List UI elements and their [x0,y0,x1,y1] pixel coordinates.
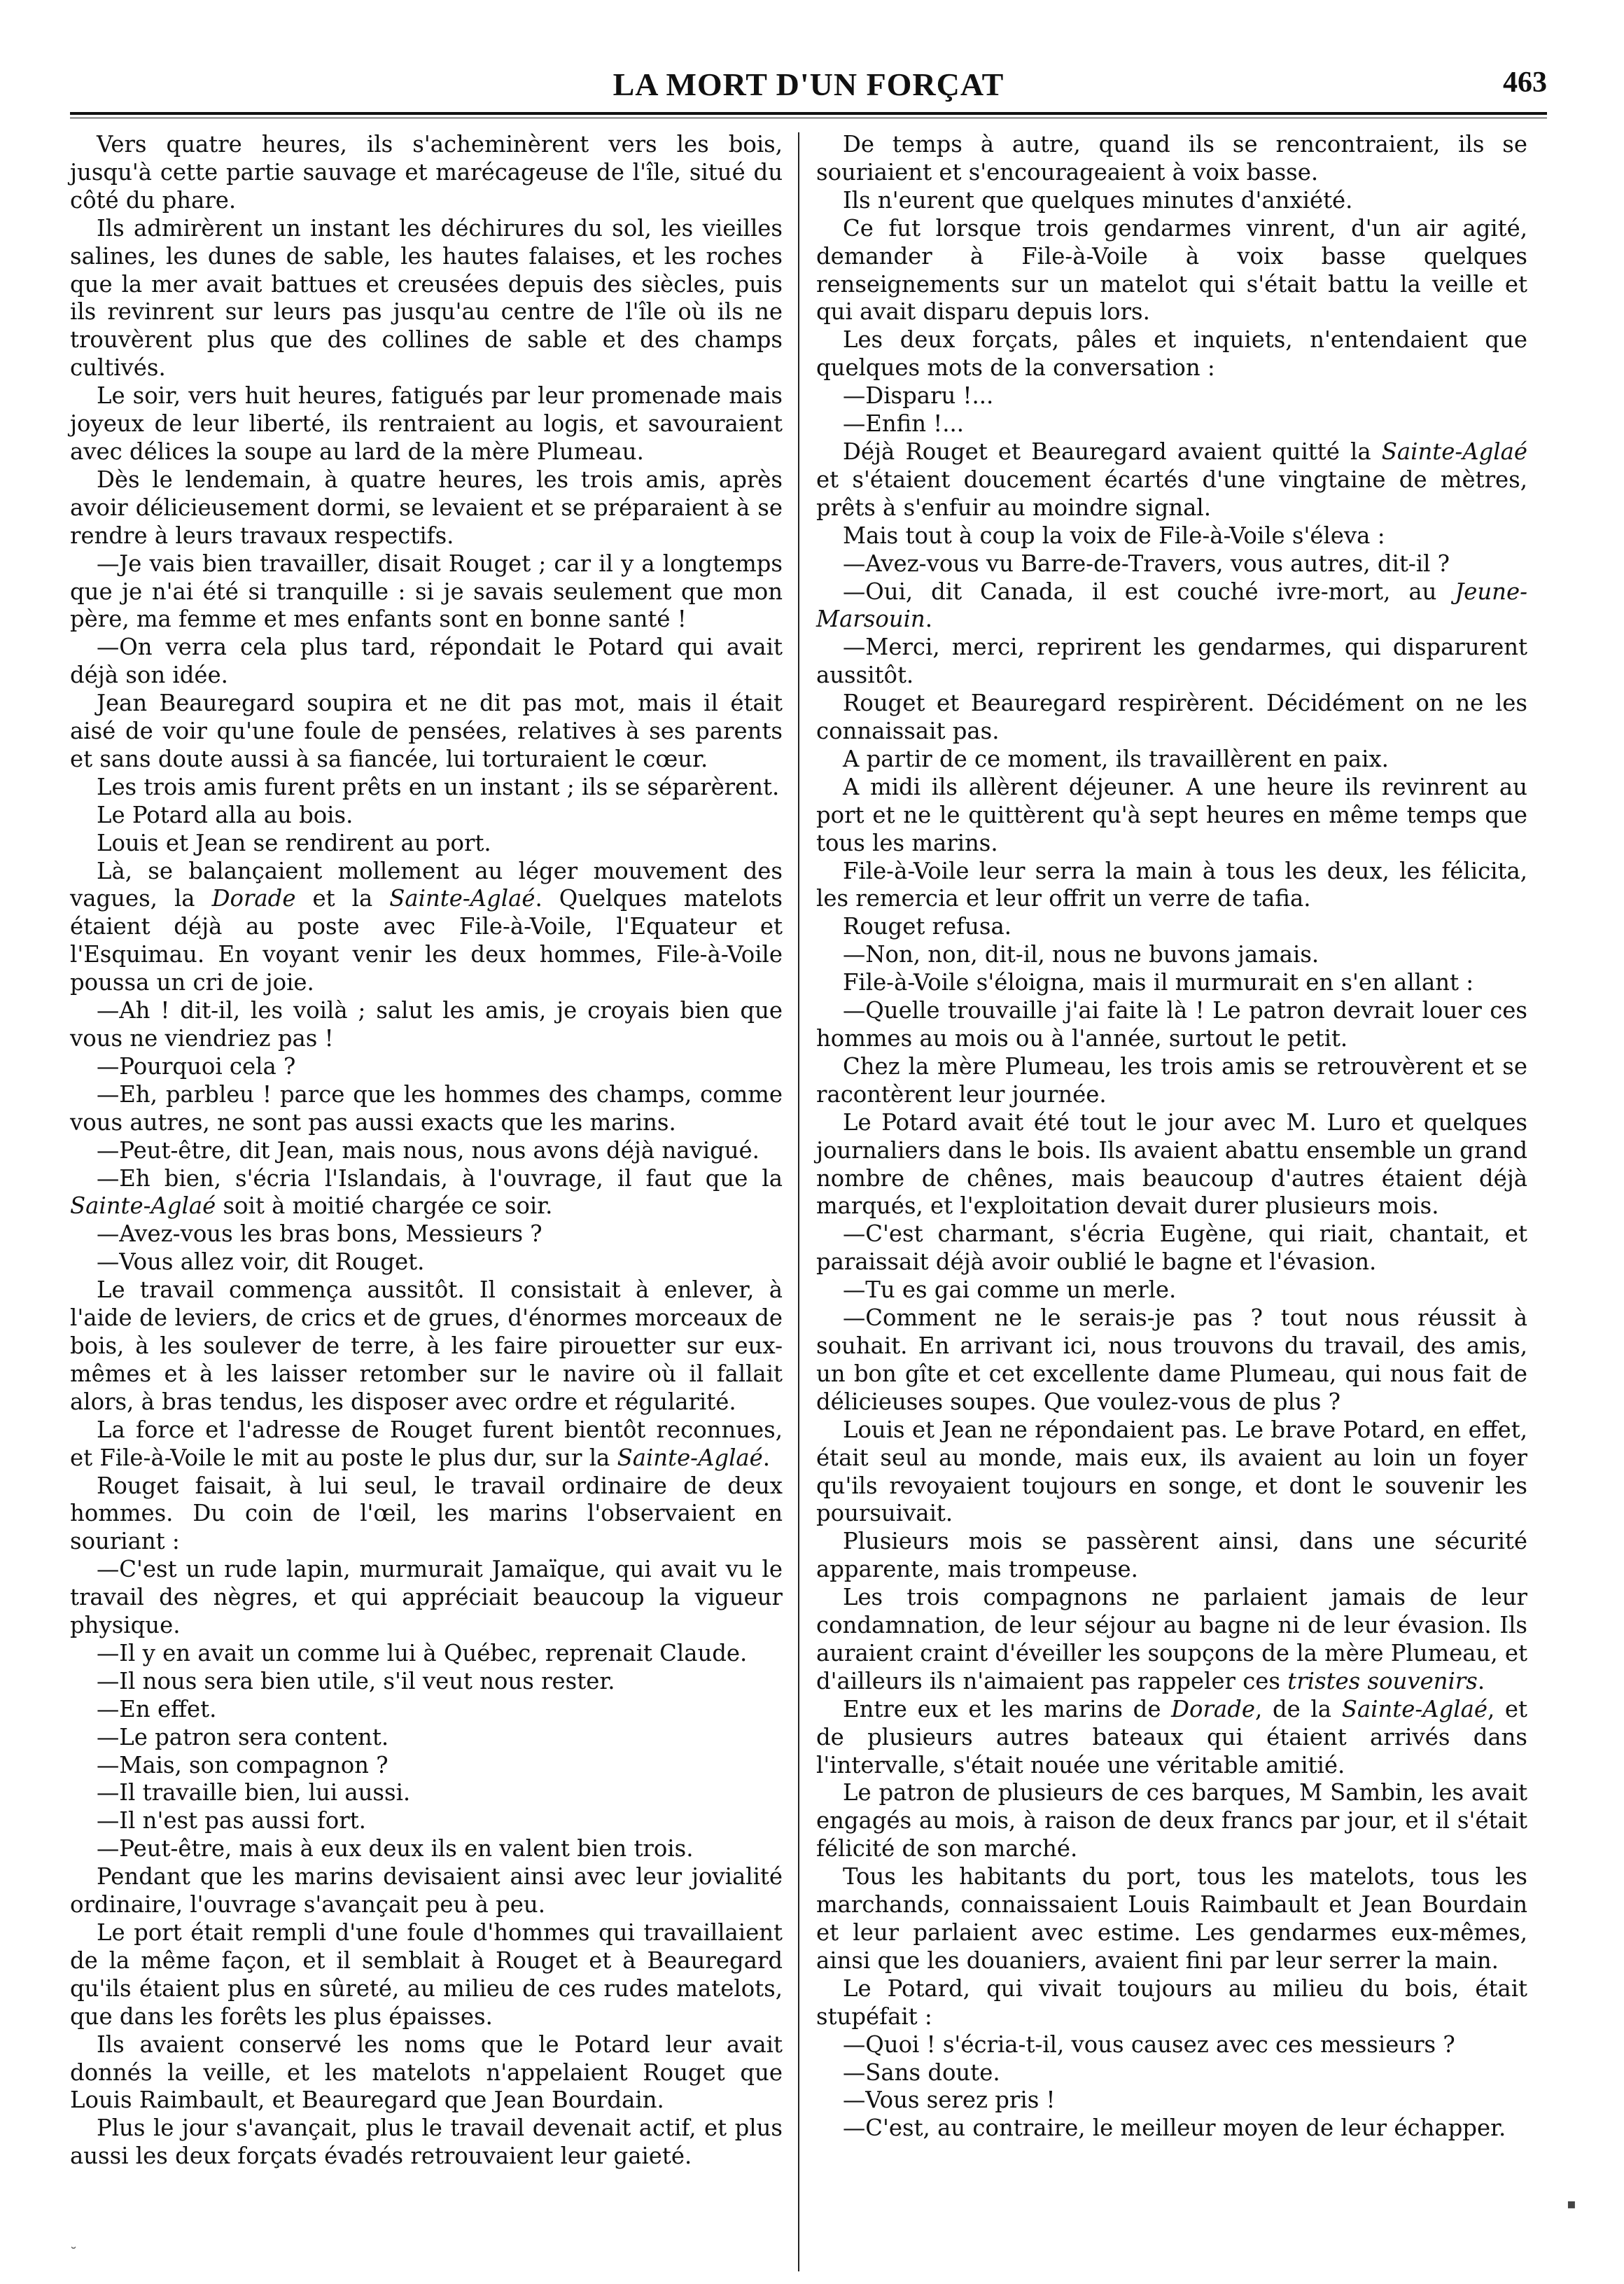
paragraph: Entre eux et les marins de Dorade, de la Sainte-Aglaé, et de plusieurs autres bateaux qui étaient arrivés dans l'intervalle, s'était nouée une véritable amitié. [816,1695,1528,1778]
paragraph: —Mais, son compagnon ? [97,1751,388,1778]
paragraph: Chez la mère Plumeau, les trois amis se retrouvèrent et se racontèrent leur journée. [816,1052,1527,1108]
paragraph: —Vous allez voir, dit Rouget. [97,1248,425,1276]
paragraph: Louis et Jean ne répondaient pas. Le brave Potard, en effet, était seul au monde, mais eux, ils avaient au loin un foyer qu'ils revoyaient toujours en songe, et dont le souvenir les poursuivait. [816,1416,1527,1527]
paragraph: Le Potard, qui vivait toujours au milieu du bois, était stupéfait : [816,1975,1527,2030]
paragraph: —Merci, merci, reprirent les gendarmes, qui disparurent aussitôt. [816,634,1527,689]
paragraph: —Enfin !... [843,410,965,438]
paragraph: Dès le lendemain, à quatre heures, les trois amis, après avoir délicieusement dormi, se levaient et se préparaient à se rendre à leurs travaux respectifs. [70,466,783,549]
speck-mark: ▪ [1567,2195,1576,2212]
paragraph: —En effet. [97,1695,217,1722]
text-columns [70,131,1547,2271]
paragraph: —C'est un rude lapin, murmurait Jamaïque, qui avait vu le travail des nègres, et qui appréciait beaucoup la vigueur physique. [70,1556,783,1639]
paragraph: Jean Beauregard soupira et ne dit pas mot, mais il était aisé de voir qu'une foule de pensées, relatives à ses parents et sans doute aussi à sa fiancée, lui torturaient le cœur. [70,690,783,772]
left-column [70,131,798,2271]
paragraph: —Sans doute. [843,2059,1000,2086]
paragraph: Le travail commença aussitôt. Il consistait à enlever, à l'aide de leviers, de crics et de grues, d'énormes morceaux de bois, à les soulever de terre, à les faire pirouetter sur eux-mêmes et à les laisser retomber sur le navire où il fallait alors, à bras tendus, les disposer avec ordre et régularité. [70,1276,783,1415]
paragraph: Vers quatre heures, ils s'acheminèrent vers les bois, jusqu'à cette partie sauvage et marécageuse de l'île, situé du côté du phare. [70,131,783,214]
paragraph: Le soir, vers huit heures, fatigués par leur promenade mais joyeux de leur liberté, ils rentraient au logis, et savouraient avec délices la soupe au lard de la mère Plumeau. [70,382,783,465]
paragraph: De temps à autre, quand ils se rencontraient, ils se souriaient et s'encourageaient à voix basse. [816,131,1527,186]
right-column [799,131,1527,2271]
paragraph: —Je vais bien travailler, disait Rouget ; car il y a longtemps que je n'ai été si tranquille : si je savais seulement que mon père, ma femme et mes enfants sont en bonne santé ! [70,550,783,633]
paragraph: —Oui, dit Canada, il est couché ivre-mort, au Jeune-Marsouin. [816,578,1527,633]
page-number: 463 [1503,67,1547,99]
paragraph: —Eh, parbleu ! parce que les hommes des champs, comme vous autres, ne sont pas aussi exacts que les marins. [70,1080,783,1136]
paragraph: Rouget refusa. [843,913,1011,940]
paragraph: Ils admirèrent un instant les déchirures du sol, les vieilles salines, les dunes de sable, les hautes falaises, et les roches que la mer avait battues et creusées depuis des siècles, puis ils revinrent sur leurs pas jusqu'au centre de l'île où ils ne trouvèrent plus que des collines de sable et des champs cultivés. [70,214,783,382]
paragraph: —Eh bien, s'écria l'Islandais, à l'ouvrage, il faut que la Sainte-Aglaé soit à moitié chargée ce soir. [70,1164,783,1220]
header-rule [70,112,1547,118]
paragraph: File-à-Voile leur serra la main à tous les deux, les félicita, les remercia et leur offrit un verre de tafia. [816,857,1527,912]
paragraph: —Il y en avait un comme lui à Québec, reprenait Claude. [97,1639,748,1666]
paragraph: —Ah ! dit-il, les voilà ; salut les amis, je croyais bien que vous ne viendriez pas ! [70,997,783,1052]
paragraph: La force et l'adresse de Rouget furent bientôt reconnues, et File-à-Voile le mit au poste le plus dur, sur la Sainte-Aglaé. [70,1416,783,1471]
paragraph: Les trois compagnons ne parlaient jamais de leur condamnation, de leur séjour au bagne ni de leur évasion. Ils auraient craint d'éveiller les soupçons de la mère Plumeau, et d'ailleurs ils n'aimaient pas rappeler ces tristes souvenirs. [816,1584,1527,1694]
paragraph: —Avez-vous les bras bons, Messieurs ? [97,1220,542,1248]
paragraph: —Pourquoi cela ? [97,1052,296,1080]
paragraph: Rouget faisait, à lui seul, le travail ordinaire de deux hommes. Du coin de l'œil, les marins l'observaient en souriant : [70,1472,783,1555]
paragraph: —Peut-être, dit Jean, mais nous, nous avons déjà navigué. [97,1136,760,1164]
paragraph: —Le patron sera content. [97,1723,389,1750]
page-header [70,60,1547,102]
paragraph: Le port était rempli d'une foule d'hommes qui travaillaient de la même façon, et il semblait à Rouget et à Beauregard qu'ils étaient plus en sûreté, au milieu de ces rudes matelots, que dans les forêts les plus épaisses. [70,1919,783,2030]
paragraph: —Comment ne le serais-je pas ? tout nous réussit à souhait. En arrivant ici, nous trouvons du travail, des amis, un bon gîte et cet excellente dame Plumeau, qui nous fait de délicieuses soupes. Que voulez-vous de plus ? [816,1304,1527,1415]
paragraph: —Il nous sera bien utile, s'il veut nous rester. [97,1667,615,1694]
running-title: LA MORT D'UN FORÇAT [612,67,1004,102]
paragraph: Le Potard alla au bois. [97,801,354,828]
paragraph: —Il travaille bien, lui aussi. [97,1779,411,1806]
paragraph: Pendant que les marins devisaient ainsi avec leur jovialité ordinaire, l'ouvrage s'avançait peu à peu. [70,1863,783,1919]
paragraph: A partir de ce moment, ils travaillèrent en paix. [843,745,1389,772]
paragraph: —Tu es gai comme un merle. [843,1276,1177,1304]
paragraph: Le Potard avait été tout le jour avec M. Luro et quelques journaliers dans le bois. Ils avaient abattu ensemble un grand nombre de chênes, mais beaucoup d'autres étaient déjà marqués, et l'exploitation devait durer plusieurs mois. [816,1108,1527,1220]
paragraph: Là, se balançaient mollement au léger mouvement des vagues, la Dorade et la Sainte-Aglaé. Quelques matelots étaient déjà au poste avec File-à-Voile, l'Equateur et l'Esquimau. En voyant venir les deux hommes, File-à-Voile poussa un cri de joie. [70,857,783,996]
paragraph: —Disparu !... [843,382,994,410]
paragraph: Le patron de plusieurs de ces barques, M Sambin, les avait engagés au mois, à raison de deux francs par jour, et il s'était félicité de son marché. [816,1779,1527,1862]
paragraph: —Vous serez pris ! [843,2087,1056,2114]
paragraph: Plus le jour s'avançait, plus le travail devenait actif, et plus aussi les deux forçats évadés retrouvaient leur gaieté. [70,2115,783,2170]
paragraph: —Quelle trouvaille j'ai faite là ! Le patron devrait louer ces hommes au mois ou à l'année, surtout le petit. [816,997,1527,1052]
paragraph: Les deux forçats, pâles et inquiets, n'entendaient que quelques mots de la conversation : [816,326,1527,382]
paragraph: —Il n'est pas aussi fort. [97,1807,366,1834]
speck-mark: ˘ [70,2244,77,2261]
paragraph: —On verra cela plus tard, répondait le Potard qui avait déjà son idée. [70,634,783,689]
paragraph: A midi ils allèrent déjeuner. A une heure ils revinrent au port et ne le quittèrent qu'à sept heures en même temps que tous les marins. [816,773,1527,856]
paragraph: —Non, non, dit-il, nous ne buvons jamais. [843,941,1320,968]
paragraph: Rouget et Beauregard respirèrent. Décidément on ne les connaissait pas. [816,690,1527,745]
paragraph: —C'est charmant, s'écria Eugène, qui riait, chantait, et paraissait déjà avoir oublié le bagne et l'évasion. [816,1220,1527,1276]
paragraph: Ils n'eurent que quelques minutes d'anxiété. [843,186,1353,214]
paragraph: Ils avaient conservé les noms que le Potard leur avait donnés la veille, et les matelots n'appelaient Rouget que Louis Raimbault, et Beauregard que Jean Bourdain. [70,2031,783,2114]
paragraph: File-à-Voile s'éloigna, mais il murmurait en s'en allant : [843,969,1474,996]
paragraph: —Avez-vous vu Barre-de-Travers, vous autres, dit-il ? [843,550,1450,577]
paragraph: Plusieurs mois se passèrent ainsi, dans une sécurité apparente, mais trompeuse. [816,1528,1527,1583]
paragraph: Tous les habitants du port, tous les matelots, tous les marchands, connaissaient Louis Raimbault et Jean Bourdain et leur parlaient avec estime. Les gendarmes eux-mêmes, ainsi que les douaniers, avaient fini par leur serrer la main. [816,1863,1527,1974]
paragraph: Déjà Rouget et Beauregard avaient quitté la Sainte-Aglaé et s'étaient doucement écartés d'une vingtaine de mètres, prêts à s'enfuir au moindre signal. [816,438,1527,521]
paragraph: Ce fut lorsque trois gendarmes vinrent, d'un air agité, demander à File-à-Voile à voix basse quelques renseignements sur un matelot qui s'était battu la veille et qui avait disparu depuis lors. [816,214,1527,326]
paragraph: —Peut-être, mais à eux deux ils en valent bien trois. [97,1835,694,1862]
paragraph: Mais tout à coup la voix de File-à-Voile s'éleva : [843,522,1385,549]
paragraph: Les trois amis furent prêts en un instant ; ils se séparèrent. [97,773,780,800]
paragraph: Louis et Jean se rendirent au port. [97,829,491,856]
paragraph: —C'est, au contraire, le meilleur moyen de leur échapper. [843,2115,1506,2142]
paragraph: —Quoi ! s'écria-t-il, vous causez avec ces messieurs ? [843,2031,1455,2058]
